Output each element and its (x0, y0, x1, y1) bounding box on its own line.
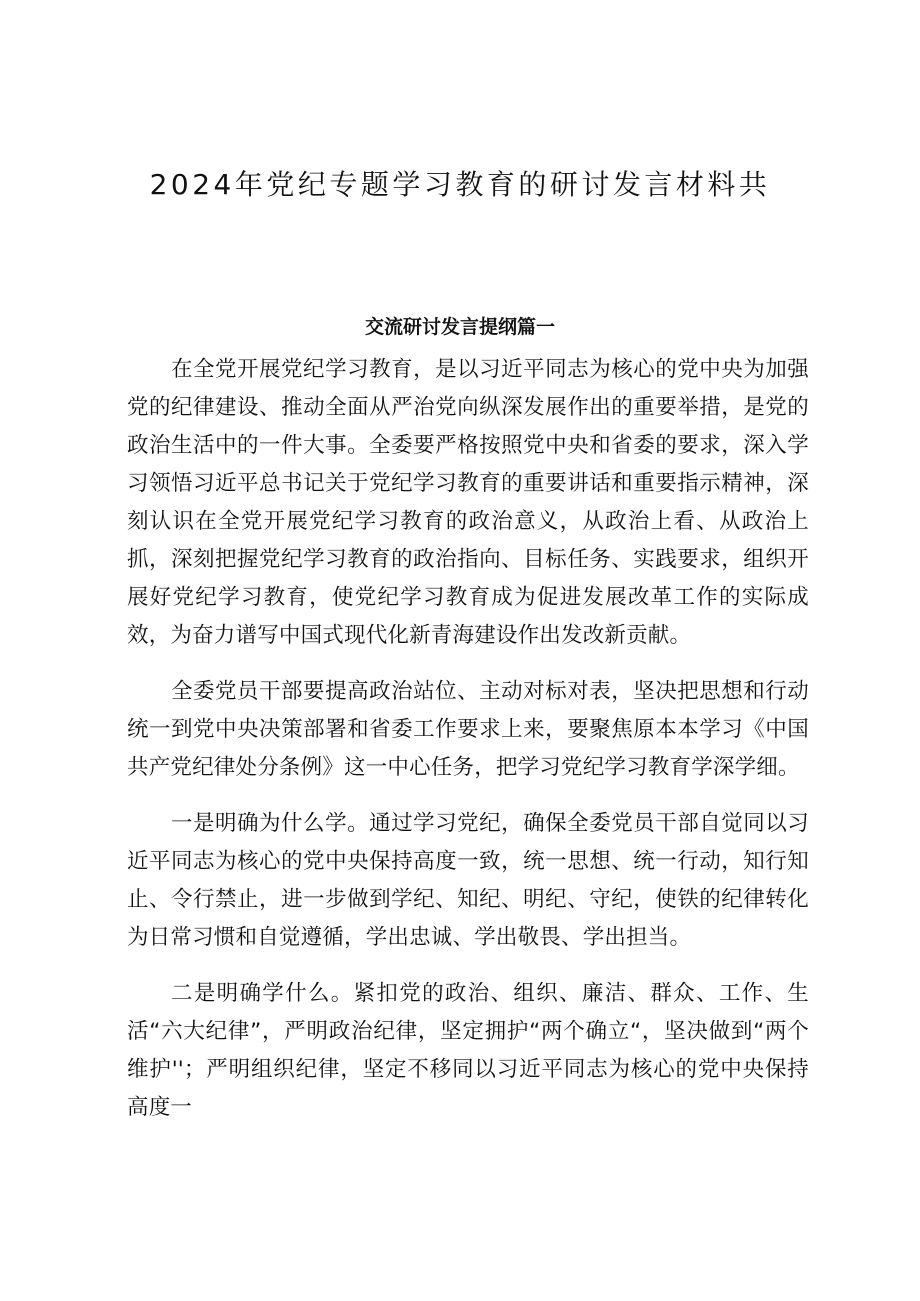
section-heading: 交流研讨发言提纲篇一 (364, 316, 555, 338)
document-title: 2024年党纪专题学习教育的研讨发言材料共 (149, 168, 771, 201)
document-body (127, 351, 809, 1127)
body-paragraph: 在全党开展党纪学习教育，是以习近平同志为核心的党中央为加强党的纪律建设、推动全面从严治党向纵深发展作出的重要举措，是党的政治生活中的一件大事。全委要严格按照党中央和省委的要求，深入学习领悟习近平总书记关于党纪学习教育的重要讲话和重要指示精神，深刻认识在全党开展党纪学习教育的政治意义，从政治上看、从政治上抓，深刻把握党纪学习教育的政治指向、目标任务、实践要求，组织开展好党纪学习教育，使党纪学习教育成为促进发展改革工作的实际成效，为奋力谱写中国式现代化新青海建设作出发改新贡献。 (127, 357, 809, 648)
body-paragraph: 全委党员干部要提高政治站位、主动对标对表，坚决把思想和行动统一到党中央决策部署和省委工作要求上来，要聚焦原本本学习《中国共产党纪律处分条例》这一中心任务，把学习党纪学习教育学深学细。 (127, 679, 809, 780)
body-paragraph: 一是明确为什么学。通过学习党纪，确保全委党员干部自觉同以习近平同志为核心的党中央保持高度一致，统一思想、统一行动，知行知止、令行禁止，进一步做到学纪、知纪、明纪、守纪，使铁的纪律转化为日常习惯和自觉遵循，学出忠诚、学出敬畏、学出担当。 (127, 811, 809, 950)
body-paragraph: 二是明确学什么。紧扣党的政治、组织、廉洁、群众、工作、生活“六大纪律”，严明政治纪律，坚定拥护“两个确立“，坚决做到“两个维护''；严明组织纪律，坚定不移同以习近平同志为核心的党中央保持高度一 (127, 981, 809, 1120)
